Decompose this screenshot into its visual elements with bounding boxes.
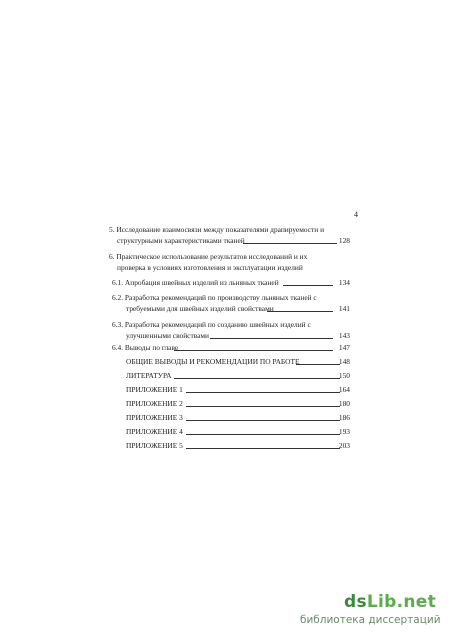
toc-entry-6-2-line-2: требуемыми для швейных изделий свойствами <box>126 304 274 313</box>
toc-appendix-5-page: 203 <box>338 441 350 450</box>
leader-line <box>174 350 333 351</box>
leader-line <box>186 448 340 449</box>
toc-entry-6-1-page: 134 <box>338 278 350 287</box>
toc-literature: ЛИТЕРАТУРА <box>126 371 172 380</box>
toc-appendix-4-page: 193 <box>338 427 350 436</box>
toc-entry-6-1: 6.1. Апробация швейных изделий из льняных тканей <box>112 278 279 287</box>
toc-entry-6-3-page: 143 <box>338 331 350 340</box>
leader-line <box>186 392 340 393</box>
toc-entry-5-page: 128 <box>338 236 350 245</box>
leader-line <box>186 406 340 407</box>
toc-appendix-2-page: 180 <box>338 399 350 408</box>
dslib-logo <box>344 592 436 612</box>
toc-appendix-4: ПРИЛОЖЕНИЕ 4 <box>126 427 183 436</box>
toc-appendix-1: ПРИЛОЖЕНИЕ 1 <box>126 385 183 394</box>
logo-lib: Lib <box>366 592 397 612</box>
leader-line <box>243 243 337 244</box>
leader-line <box>186 434 340 435</box>
leader-line <box>210 338 333 339</box>
toc-general-conclusions-page: 148 <box>338 357 350 366</box>
toc-appendix-1-page: 164 <box>338 385 350 394</box>
toc-general-conclusions: ОБЩИЕ ВЫВОДЫ И РЕКОМЕНДАЦИИ ПО РАБОТЕ <box>126 357 300 366</box>
toc-entry-6-2-line-1: 6.2. Разработка рекомендаций по производству льняных тканей с <box>112 293 317 302</box>
leader-line <box>186 420 340 421</box>
toc-entry-6-3-line-2: улучшенными свойствами <box>126 331 209 340</box>
leader-line <box>267 311 333 312</box>
logo-net: .net <box>396 592 437 612</box>
toc-entry-5-line-2: структурными характеристиками тканей <box>117 236 245 245</box>
toc-appendix-3: ПРИЛОЖЕНИЕ 3 <box>126 413 183 422</box>
toc-entry-5-line-1: 5. Исследование взаимосвязи между показателями драпируемости и <box>109 225 325 234</box>
logo-ds: ds <box>344 592 367 612</box>
dslib-watermark <box>300 592 445 632</box>
toc-literature-page: 150 <box>338 371 350 380</box>
toc-entry-6-4: 6.4. Выводы по главе <box>112 343 179 352</box>
toc-entry-6-line-1: 6. Практическое использование результатов исследований и их <box>109 252 308 261</box>
leader-line <box>174 378 340 379</box>
toc-appendix-2: ПРИЛОЖЕНИЕ 2 <box>126 399 183 408</box>
toc-entry-6-line-2: проверка в условиях изготовления и эксплуатации изделий <box>117 263 303 272</box>
toc-appendix-5: ПРИЛОЖЕНИЕ 5 <box>126 441 183 450</box>
page-number: 4 <box>354 210 358 219</box>
toc-entry-6-4-page: 147 <box>338 343 350 352</box>
watermark-subtitle: библиотека диссертаций <box>300 614 441 626</box>
toc-entry-6-2-page: 141 <box>338 304 350 313</box>
toc-entry-6-3-line-1: 6.3. Разработка рекомендаций по созданию швейных изделий с <box>112 320 311 329</box>
toc-appendix-3-page: 186 <box>338 413 350 422</box>
